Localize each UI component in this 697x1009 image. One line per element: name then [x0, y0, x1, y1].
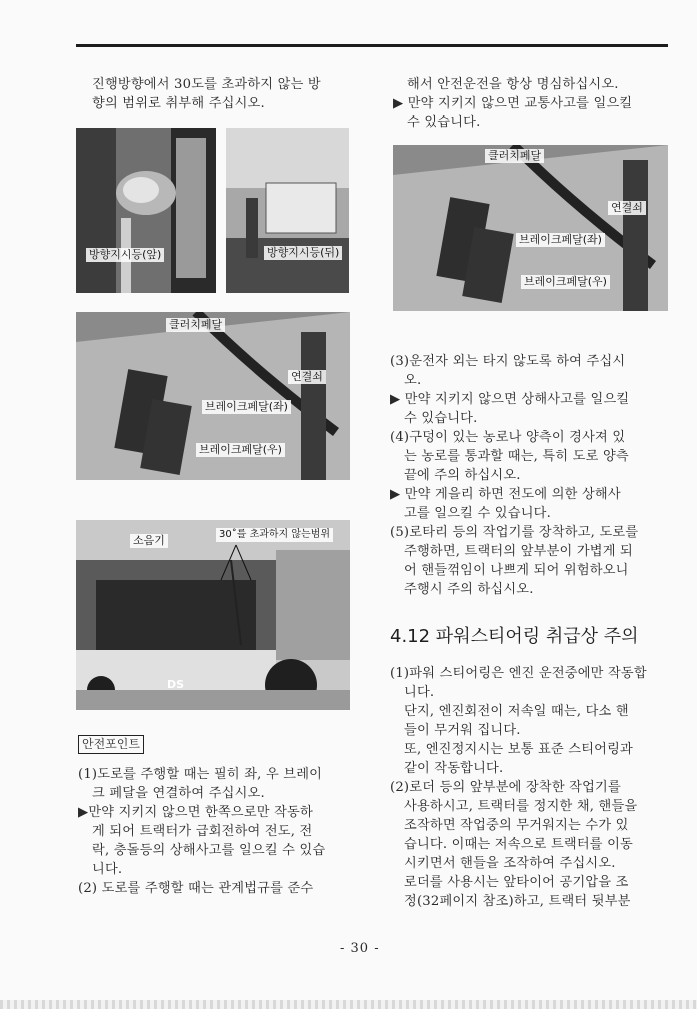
section-title: 4.12 파워스티어링 취급상 주의	[390, 626, 639, 647]
photo3-link-label: 연결쇠	[288, 370, 326, 384]
photo5-clutch-label: 클러치페달	[485, 149, 544, 163]
photo-pedals-left	[76, 312, 350, 480]
safety-point-badge: 안전포인트	[78, 735, 144, 754]
power-steering-items: (1)파워 스티어링은 엔진 운전중에만 작동합 니다. 단지, 엔진회전이 저속일 때는, 다소 핸 들이 무거워 집니다. 또, 엔진정지시는 보통 표준 스티어링과 같이 작동합니다. (2)로더 등의 앞부분에 장착한 작업기를 사용하시고, 트랙터를 정지한 채, 핸들을 조작하면 작업중의 무거워지는 수가 있 습니다. 이때는 저속으로 트랙터를 이동 시키면서 핸들을 조작하여 주십시오. 로더를 사용시는 앞타이어 공기압을 조 정(32페이지 참조)하고, 트랙터 뒷부분	[390, 666, 647, 909]
photo1-label: 방향지시등(앞)	[86, 248, 164, 262]
left-intro: 진행방향에서 30도를 초과하지 않는 방 향의 범위로 취부해 주십시오.	[92, 77, 321, 111]
right-top-text: 해서 안전운전을 항상 명심하십시오. ▶ 만약 지키지 않으면 교통사고를 일으킬 수 있습니다.	[393, 77, 633, 130]
photo3-brake-left-label: 브레이크페달(좌)	[202, 400, 291, 414]
photo5-brake-left-label: 브레이크페달(좌)	[516, 233, 605, 247]
photo-front-turn-signal	[76, 128, 216, 293]
photo-rear-turn-signal-drawing	[226, 128, 349, 293]
photo5-brake-right-label: 브레이크페달(우)	[521, 275, 610, 289]
photo-tractor-drawing	[76, 520, 350, 710]
left-safety-items: (1)도로를 주행할 때는 필히 좌, 우 브레이 크 페달을 연결하여 주십시오. ▶만약 지키지 않으면 한쪽으로만 작동하 게 되어 트랙터가 급회전하여 전도, 전 락, 충돌등의 상해사고를 일으킬 수 있습 니다. (2) 도로를 주행할 때는 관계법규를 준수	[78, 767, 326, 896]
right-safety-items: (3)운전자 외는 타지 않도록 하여 주십시 오. ▶ 만약 지키지 않으면 상해사고를 일으킬 수 있습니다. (4)구덩이 있는 농로나 양측이 경사져 있 는 농로를 통과할 때는, 특히 도로 양측 끝에 주의 하십시오. ▶ 만약 게을리 하면 전도에 의한 상해사 고를 일으킬 수 있습니다. (5)로타리 등의 작업기를 장착하고, 도로를 주행하면, 트랙터의 앞부분이 가볍게 되 어 핸들꺾임이 나쁘게 되어 위험하오니 주행시 주의 하십시오.	[390, 354, 639, 597]
photo3-brake-right-label: 브레이크페달(우)	[196, 443, 285, 457]
photo3-clutch-label: 클러치페달	[166, 318, 225, 332]
photo4-angle-label: 30˚를 초과하지 않는범위	[216, 528, 333, 542]
page-number: - 30 -	[340, 941, 380, 956]
photo2-label: 방향지시등(뒤)	[264, 246, 342, 260]
photo-pedals-right	[393, 145, 668, 311]
photo5-link-label: 연결쇠	[608, 201, 646, 215]
header-rule	[76, 44, 668, 47]
scan-edge-noise	[0, 1000, 697, 1009]
photo-tractor	[76, 520, 350, 710]
photo-rear-turn-signal	[226, 128, 349, 293]
photo4-tractor-badge: DS	[167, 678, 185, 691]
photo4-muffler-label: 소음기	[130, 534, 168, 548]
photo-front-turn-signal-drawing	[76, 128, 216, 293]
